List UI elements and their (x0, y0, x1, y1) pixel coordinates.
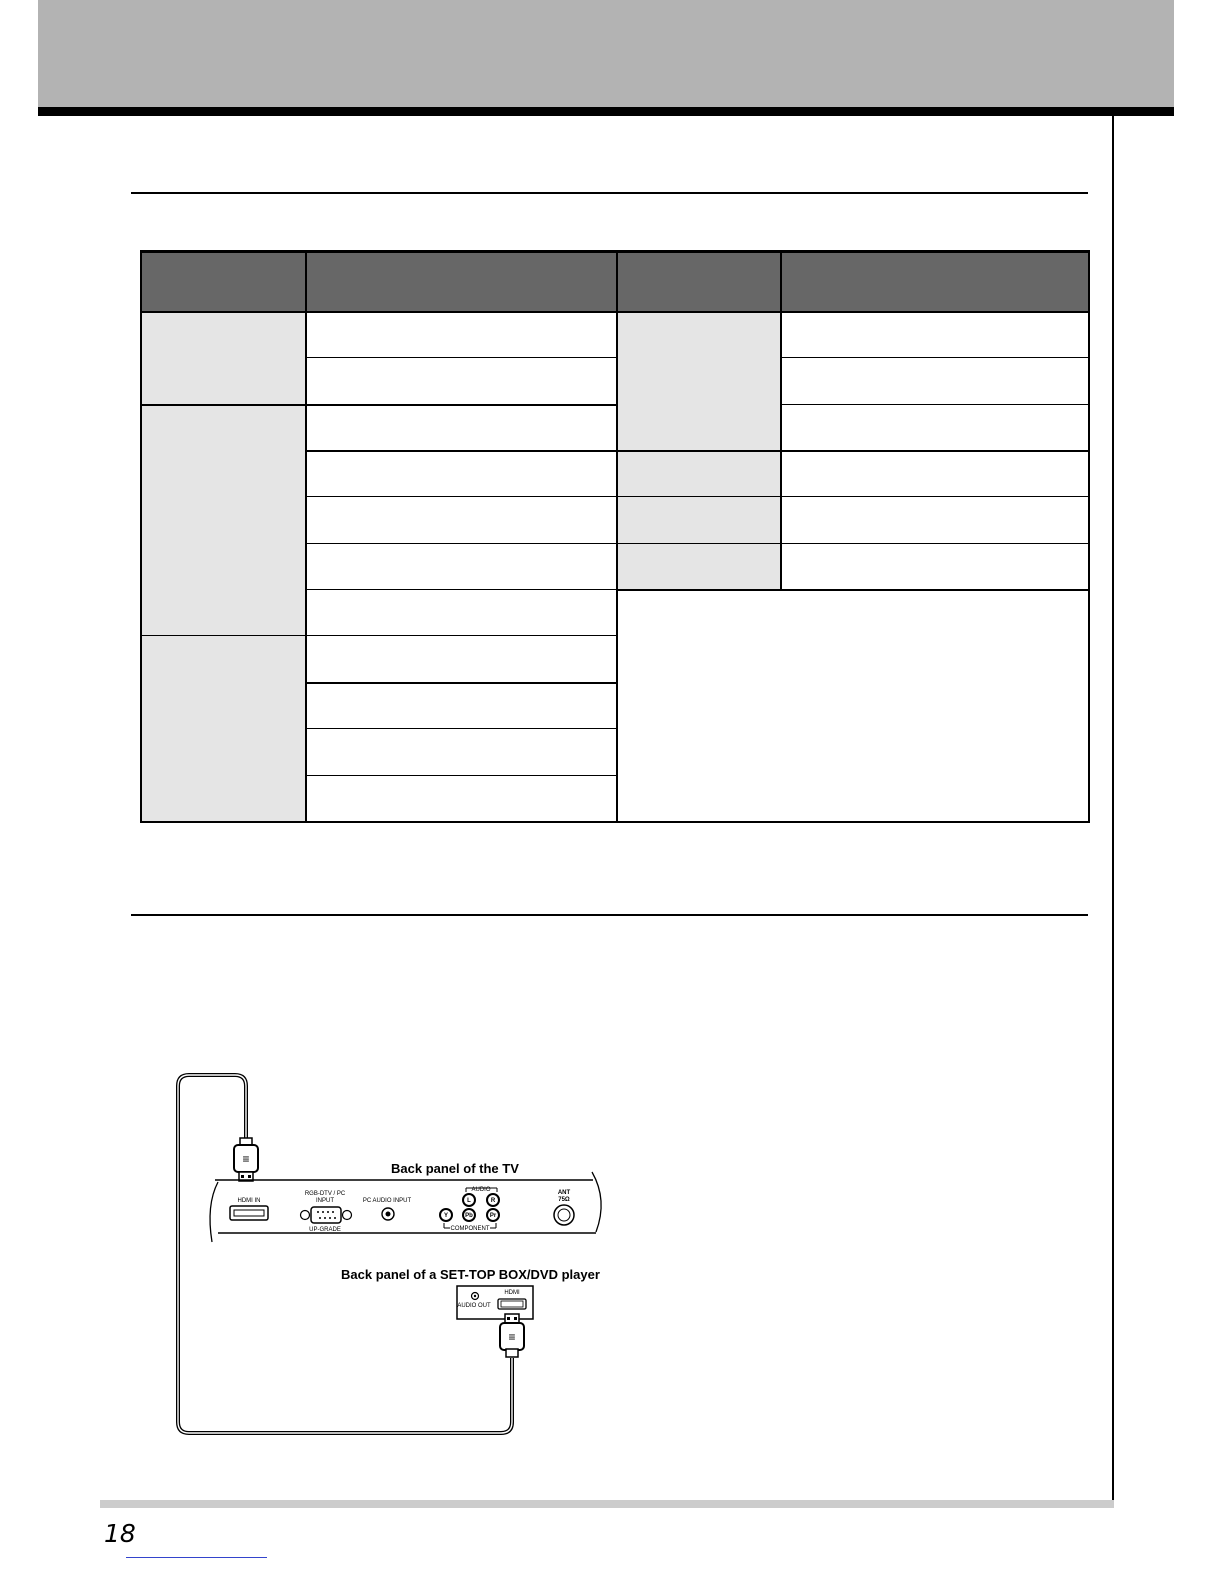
hdmi-in-label: HDMI IN (237, 1198, 261, 1204)
hdmi-cable (178, 1075, 512, 1433)
header-rule (38, 107, 1174, 116)
table-header-cell (617, 250, 781, 312)
component-label: COMPONENT (450, 1226, 490, 1232)
connection-diagram-drawing (160, 1060, 630, 1450)
footer-link-underline (126, 1557, 267, 1558)
table-row-label (140, 636, 306, 823)
page-number: 18 (104, 1519, 136, 1548)
section-rule-top (131, 192, 1088, 194)
jack-y-label: Y (443, 1213, 449, 1219)
table-row-label (617, 543, 781, 589)
page-header-band (38, 0, 1174, 107)
footer-band (100, 1500, 1114, 1508)
set-top-box-caption: Back panel of a SET-TOP BOX/DVD player (341, 1267, 600, 1282)
jack-pb-label: Pb (465, 1213, 473, 1219)
hdmi-connection-diagram (160, 1060, 630, 1450)
tv-back-panel (210, 1172, 601, 1242)
section-rule-middle (131, 914, 1088, 916)
table-row-label (617, 451, 781, 497)
ant-ohm-label: 75Ω (558, 1197, 570, 1203)
rgb-label-line2: INPUT (316, 1198, 334, 1204)
tv-back-panel-caption: Back panel of the TV (391, 1161, 519, 1176)
audio-out-label: AUDIO OUT (457, 1303, 491, 1309)
table-header-cell (781, 250, 1090, 312)
pc-audio-input-label: PC AUDIO INPUT (362, 1198, 412, 1204)
ant-label: ANT (557, 1190, 571, 1196)
plug-symbol-stb: ≡ (508, 1330, 516, 1344)
table-header-cell (140, 250, 306, 312)
upgrade-label: UP-GRADE (309, 1227, 341, 1233)
stb-hdmi-label: HDMI (504, 1290, 520, 1296)
spec-table (140, 250, 1090, 823)
table-row-label (140, 405, 306, 636)
table-header-cell (306, 250, 617, 312)
jack-pr-label: Pr (489, 1213, 497, 1219)
plug-symbol-tv: ≡ (242, 1152, 250, 1166)
table-row-label (140, 312, 306, 405)
table-row-label (617, 497, 781, 543)
right-margin-rule (1112, 116, 1114, 1508)
jack-l-label: L (467, 1198, 471, 1204)
audio-label: AUDIO (471, 1187, 491, 1193)
table-row-label (617, 312, 781, 451)
jack-r-label: R (490, 1198, 496, 1204)
rgb-label-line1: RGB-DTV / PC (304, 1191, 346, 1197)
